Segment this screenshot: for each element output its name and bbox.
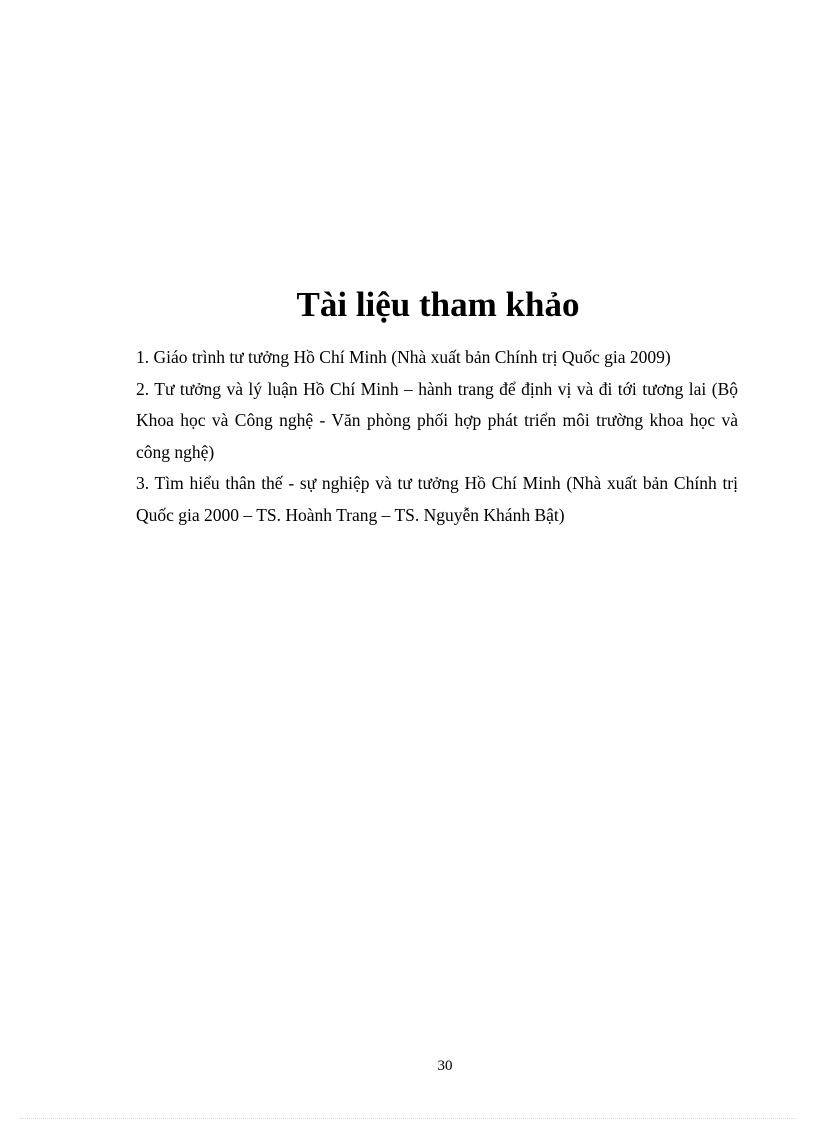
reference-list (136, 342, 738, 531)
page-bottom-divider (20, 1118, 796, 1119)
reference-item: 3. Tìm hiểu thân thế - sự nghiệp và tư tưởng Hồ Chí Minh (Nhà xuất bản Chính trị Quốc gia 2000 – TS. Hoành Trang – TS. Nguyễn Khánh Bật) (136, 473, 738, 525)
page-title: Tài liệu tham khảo (296, 285, 580, 324)
reference-item: 1. Giáo trình tư tưởng Hồ Chí Minh (Nhà xuất bản Chính trị Quốc gia 2009) (136, 347, 671, 367)
page-number: 30 (437, 1058, 453, 1074)
reference-item: 2. Tư tưởng và lý luận Hồ Chí Minh – hành trang để định vị và đi tới tương lai (Bộ Khoa học và Công nghệ - Văn phòng phối hợp phát triển môi trường khoa học và công nghệ) (136, 378, 738, 462)
